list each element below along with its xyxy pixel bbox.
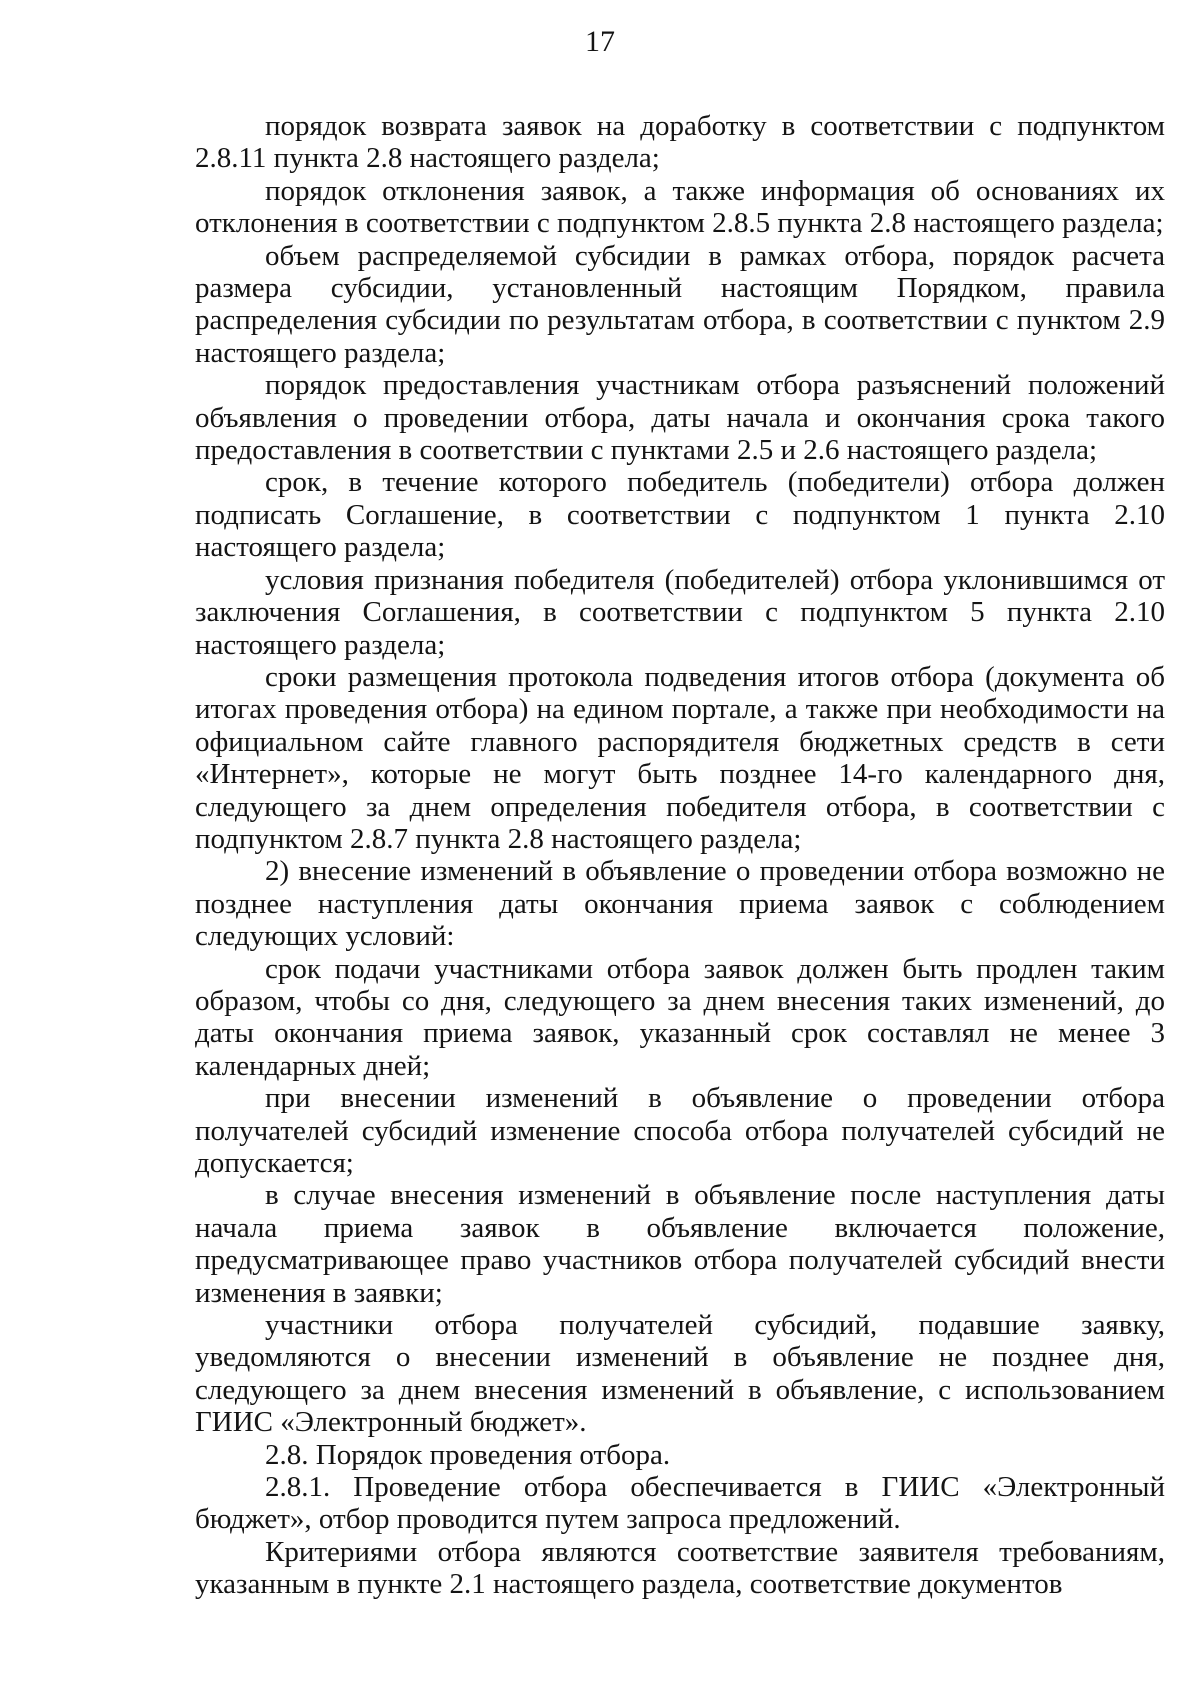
paragraph: объем распределяемой субсидии в рамках отбора, порядок расчета размера субсидии, установленный настоящим Порядком, правила распределения субсидии по результатам отбора, в соответствии с пунктом 2.9 настоящего раздела; bbox=[195, 239, 1165, 369]
paragraph: порядок отклонения заявок, а также информация об основаниях их отклонения в соответствии с подпунктом 2.8.5 пункта 2.8 настоящего раздела; bbox=[195, 174, 1165, 240]
paragraph: 2) внесение изменений в объявление о проведении отбора возможно не позднее наступления даты окончания приема заявок с соблюдением следующих условий: bbox=[195, 855, 1165, 953]
paragraph: при внесении изменений в объявление о проведении отбора получателей субсидий изменение способа отбора получателей субсидий не допускается; bbox=[195, 1082, 1165, 1179]
paragraph: сроки размещения протокола подведения итогов отбора (документа об итогах проведения отбора) на едином портале, а также при необходимости на официальном сайте главного распорядителя бюджетных средств в сети «Интернет», которые не могут быть позднее 14-го календарного дня, следующего за днем определения победителя отбора, в соответствии с подпунктом 2.8.7 пункта 2.8 настоящего раздела; bbox=[195, 660, 1165, 855]
paragraph: порядок возврата заявок на доработку в соответствии с подпунктом 2.8.11 пункта 2.8 настоящего раздела; bbox=[195, 110, 1165, 175]
paragraph: участники отбора получателей субсидий, подавшие заявку, уведомляются о внесении изменений в объявление не позднее дня, следующего за днем внесения изменений в объявление, с использованием ГИИС «Электронный бюджет». bbox=[195, 1309, 1165, 1439]
document-body bbox=[195, 110, 1165, 1601]
paragraph: Критериями отбора являются соответствие заявителя требованиям, указанным в пункте 2.1 настоящего раздела, соответствие документов bbox=[195, 1535, 1165, 1601]
paragraph: условия признания победителя (победителей) отбора уклонившимся от заключения Соглашения, в соответствии с подпунктом 5 пункта 2.10 настоящего раздела; bbox=[195, 563, 1165, 661]
paragraph: срок подачи участниками отбора заявок должен быть продлен таким образом, чтобы со дня, следующего за днем внесения таких изменений, до даты окончания приема заявок, указанный срок составлял не менее 3 календарных дней; bbox=[195, 952, 1165, 1082]
section-heading: 2.8. Порядок проведения отбора. bbox=[265, 1438, 671, 1471]
paragraph: 2.8.1. Проведение отбора обеспечивается в ГИИС «Электронный бюджет», отбор проводится путем запроса предложений. bbox=[195, 1471, 1165, 1536]
paragraph: срок, в течение которого победитель (победители) отбора должен подписать Соглашение, в соответствии с подпунктом 1 пункта 2.10 настоящего раздела; bbox=[195, 466, 1165, 564]
paragraph: порядок предоставления участникам отбора разъяснений положений объявления о проведении отбора, даты начала и окончания срока такого предоставления в соответствии с пунктами 2.5 и 2.6 настоящего раздела; bbox=[195, 369, 1165, 467]
paragraph: в случае внесения изменений в объявление после наступления даты начала приема заявок в объявление включается положение, предусматривающее право участников отбора получателей субсидий внести изменения в заявки; bbox=[195, 1179, 1165, 1309]
page-number: 17 bbox=[585, 25, 615, 58]
